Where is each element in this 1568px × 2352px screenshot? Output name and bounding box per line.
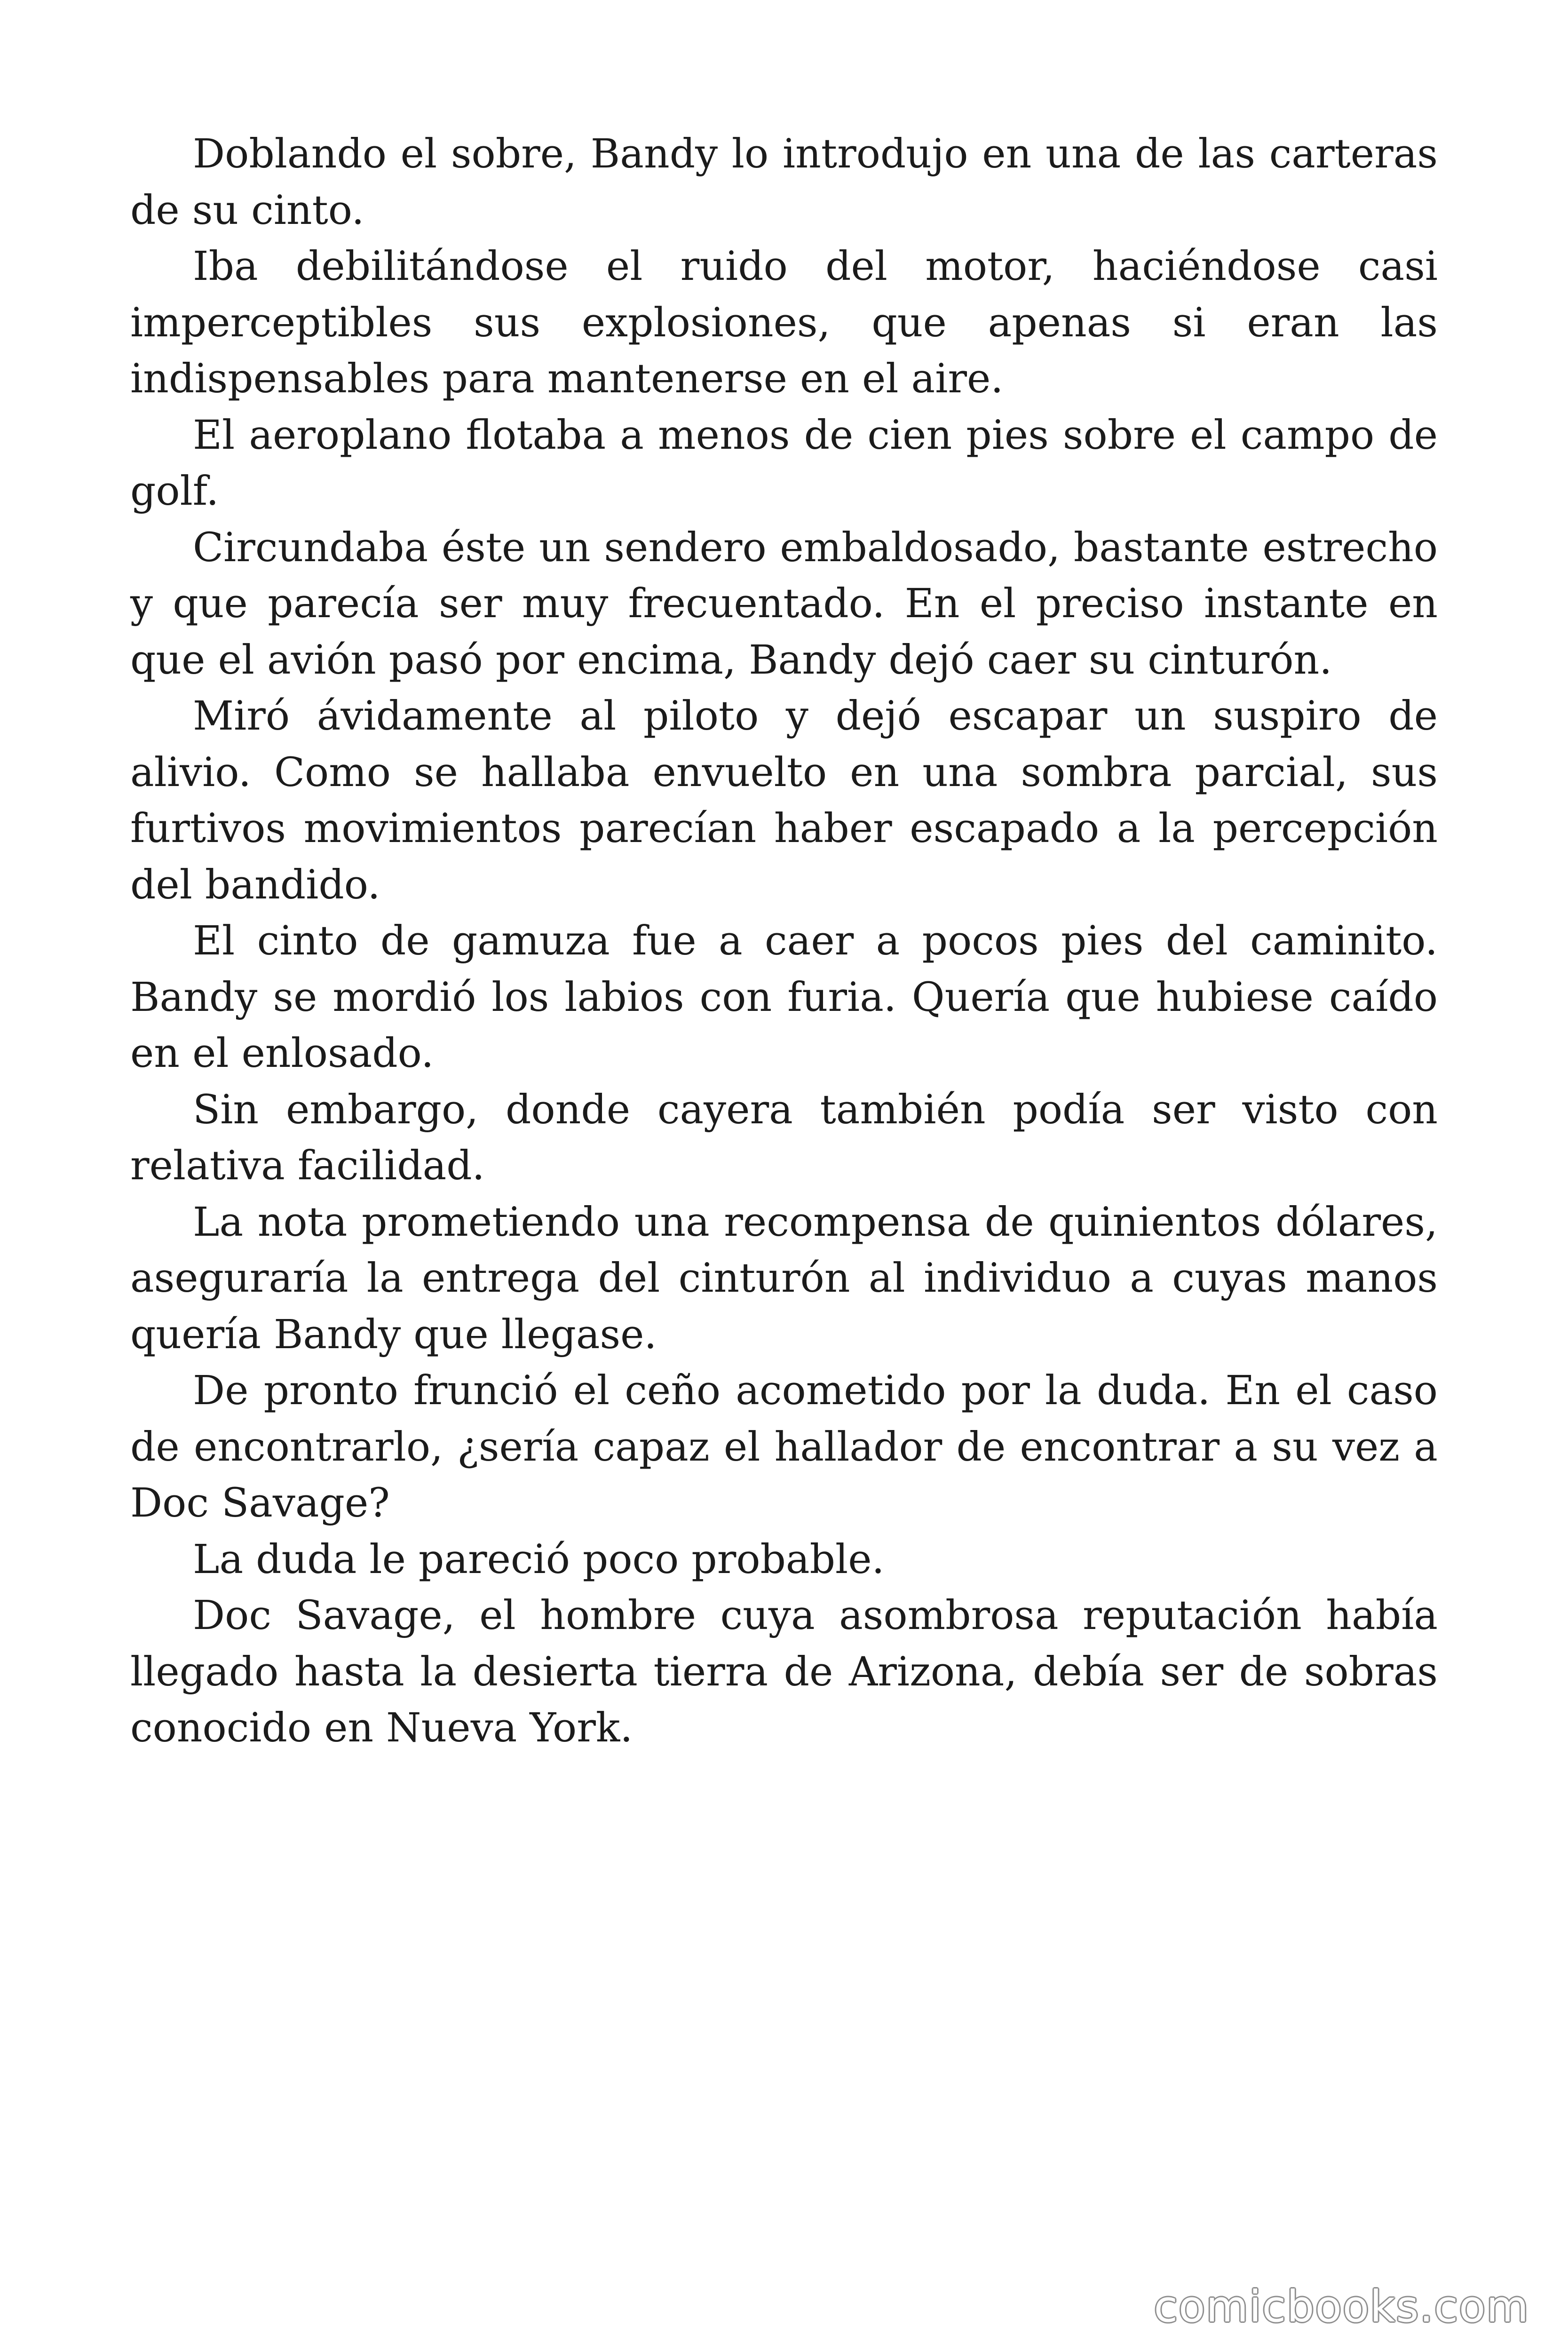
paragraph: Doc Savage, el hombre cuya asombrosa reputación había llegado hasta la desierta tierra de Arizona, debía ser de sobras conocido en Nueva York. [130, 1592, 1438, 1751]
paragraph: La nota prometiendo una recompensa de quinientos dólares, aseguraría la entrega del cinturón al individuo a cuyas manos quería Bandy que llegase. [130, 1199, 1438, 1358]
paragraph: La duda le pareció poco probable. [193, 1536, 885, 1583]
paragraph: Miró ávidamente al piloto y dejó escapar un suspiro de alivio. Como se hallaba envuelto en una sombra parcial, sus furtivos movimientos parecían haber escapado a la percepción del bandido. [130, 693, 1438, 908]
paragraph: El aeroplano flotaba a menos de cien pies sobre el campo de golf. [130, 412, 1438, 515]
paragraph: Circundaba éste un sendero embaldosado, bastante estrecho y que parecía ser muy frecuentado. En el preciso instante en que el avión pasó por encima, Bandy dejó caer su cinturón. [130, 524, 1438, 683]
watermark: comicbooks.com [1154, 2281, 1529, 2332]
paragraph: Doblando el sobre, Bandy lo introdujo en una de las carteras de su cinto. [130, 131, 1438, 234]
paragraph: De pronto frunció el ceño acometido por la duda. En el caso de encontrarlo, ¿sería capaz el hallador de encontrar a su vez a Doc Savage? [130, 1367, 1438, 1526]
paragraph: El cinto de gamuza fue a caer a pocos pies del caminito. Bandy se mordió los labios con furia. Quería que hubiese caído en el enlosado. [130, 918, 1438, 1077]
paragraph: Sin embargo, donde cayera también podía ser visto con relativa facilidad. [130, 1086, 1438, 1189]
paragraph: Iba debilitándose el ruido del motor, haciéndose casi imperceptibles sus explosiones, que apenas si eran las indispensables para mantenerse en el aire. [130, 243, 1438, 402]
page-text [130, 126, 1438, 1756]
